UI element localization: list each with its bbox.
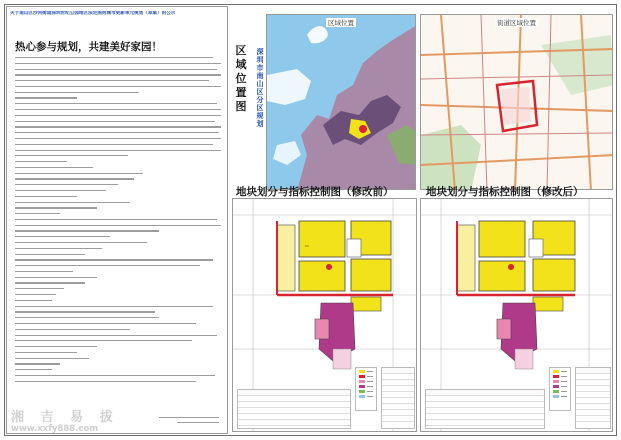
- notice-title: 关于南山区沙河街道深圳世纪公园地区法定图则城市更新单元规划（草案）的公示: [10, 11, 176, 16]
- regional-side-subtitle: 深圳市南山区分区规划: [256, 48, 264, 128]
- plan-after-legend: [549, 367, 571, 411]
- regional-map-label: 区域位置: [328, 19, 354, 27]
- plan-before-table-right: [381, 367, 415, 429]
- regional-side-title-box: [228, 20, 254, 190]
- regional-side-title: 区域位置图: [235, 44, 247, 113]
- plan-after-title: 地块划分与指标控制图（修改后）: [426, 186, 584, 198]
- street-map-panel: [420, 14, 613, 190]
- notice-panel: [6, 6, 228, 434]
- watermark-text: 湘 吉 易 拔: [11, 410, 119, 425]
- regional-map-panel: [266, 14, 416, 190]
- plan-after-panel: [420, 198, 613, 432]
- plan-before-title: 地块划分与指标控制图（修改前）: [236, 186, 394, 198]
- street-map-label: 街道区域位置: [497, 19, 536, 27]
- plan-before-legend: [355, 367, 377, 411]
- notice-body: [15, 57, 221, 387]
- svg-text:▭: ▭: [305, 243, 309, 248]
- street-map: [421, 15, 613, 190]
- watermark-url: www.xxfy888.com: [11, 424, 99, 434]
- plan-before-panel: [232, 198, 417, 432]
- notice-headline: 热心参与规划，共建美好家园！: [15, 41, 162, 53]
- plan-after-table: [425, 389, 545, 429]
- plan-before-table: [237, 389, 351, 429]
- notice-footer: [159, 413, 219, 423]
- plan-after-table-right: [575, 367, 611, 429]
- regional-map: [267, 15, 416, 190]
